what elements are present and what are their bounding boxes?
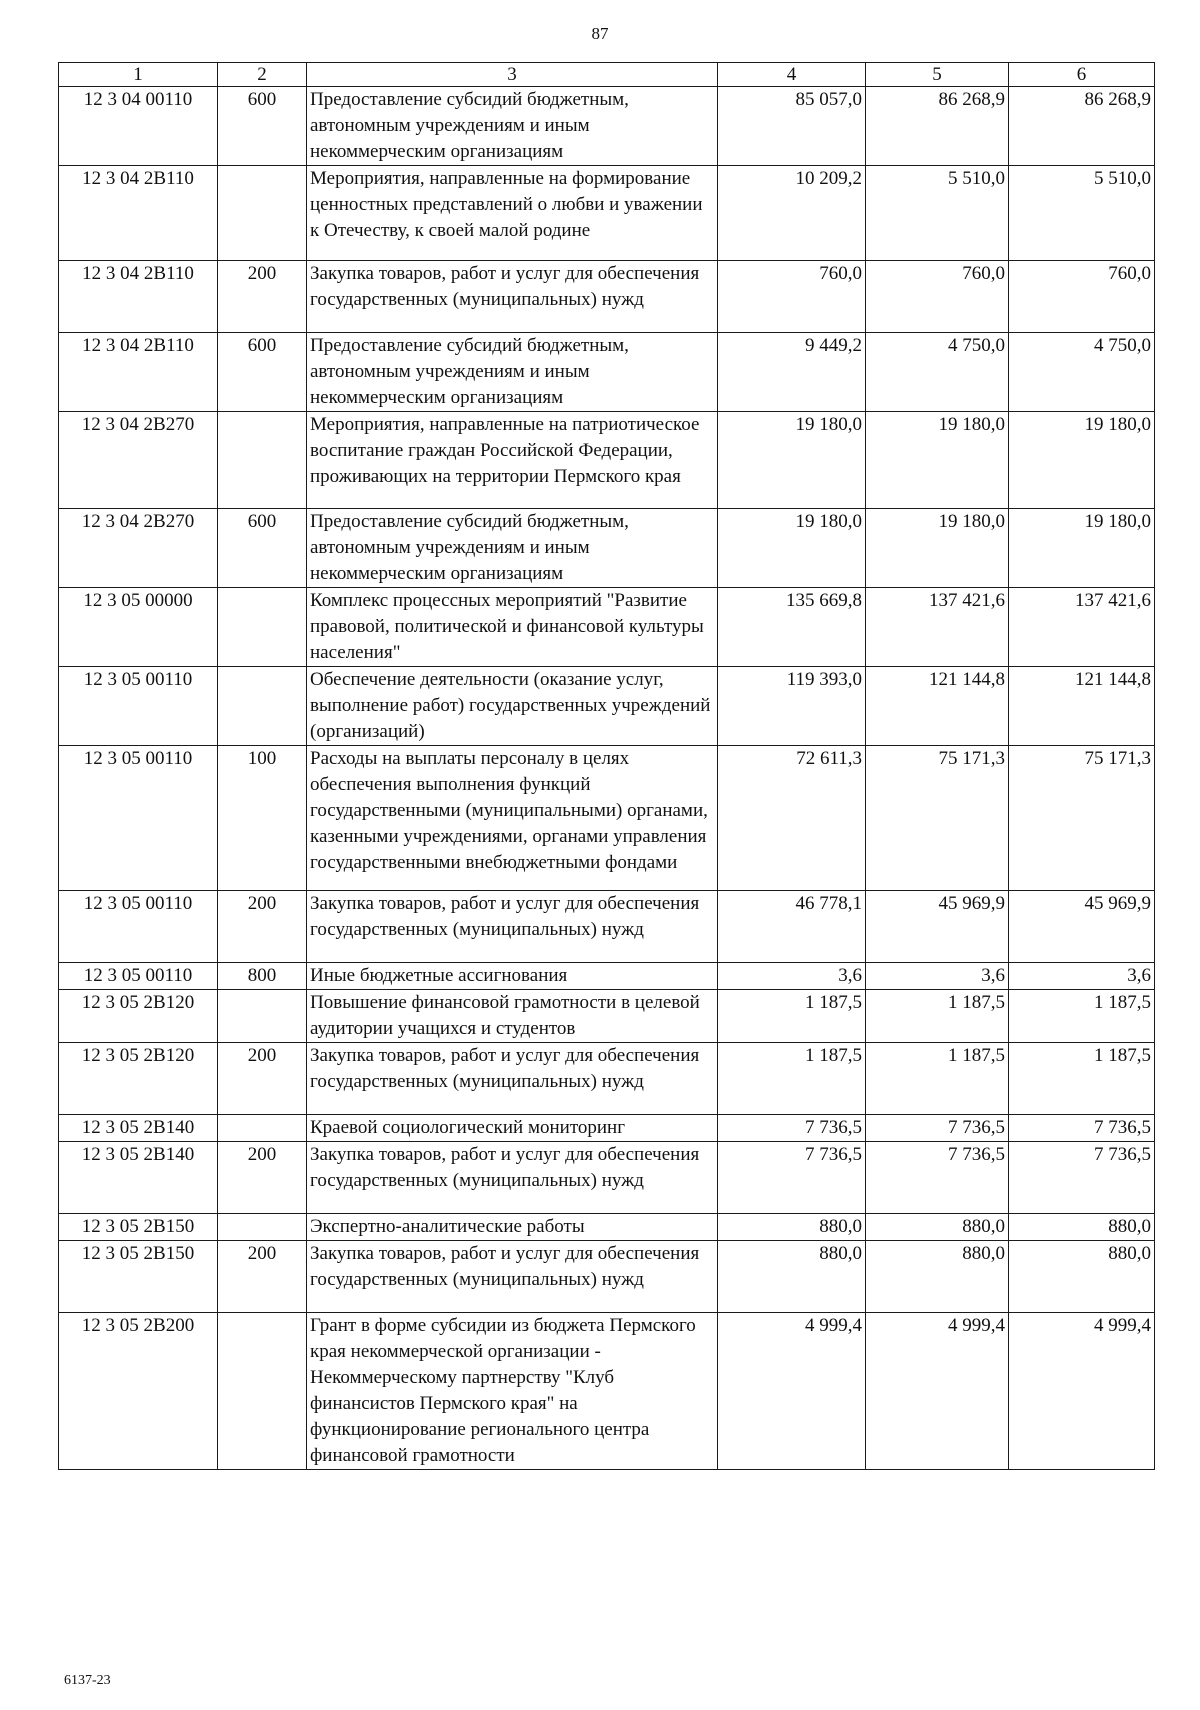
row-expense-type: 600 [218, 87, 307, 166]
table-row [59, 990, 1155, 1043]
row-value-col4: 10 209,2 [718, 166, 866, 261]
row-value-col6: 7 736,5 [1009, 1142, 1155, 1214]
row-value-col5: 1 187,5 [866, 1043, 1009, 1115]
table-row [59, 166, 1155, 261]
row-value-col6: 4 999,4 [1009, 1313, 1155, 1470]
row-value-col5: 4 999,4 [866, 1313, 1009, 1470]
row-value-col5: 45 969,9 [866, 891, 1009, 963]
row-code: 12 3 05 00110 [59, 746, 218, 891]
row-code: 12 3 04 2В110 [59, 166, 218, 261]
table-row [59, 1313, 1155, 1470]
row-expense-type: 600 [218, 509, 307, 588]
table-row [59, 891, 1155, 963]
row-value-col6: 3,6 [1009, 963, 1155, 990]
row-expense-type: 200 [218, 1043, 307, 1115]
row-value-col4: 760,0 [718, 261, 866, 333]
row-value-col5: 880,0 [866, 1214, 1009, 1241]
header-col-4: 4 [718, 63, 866, 87]
header-col-3: 3 [307, 63, 718, 87]
row-code: 12 3 05 00110 [59, 667, 218, 746]
row-value-col4: 1 187,5 [718, 990, 866, 1043]
row-value-col6: 1 187,5 [1009, 990, 1155, 1043]
row-expense-type [218, 990, 307, 1043]
row-expense-type: 600 [218, 333, 307, 412]
row-code: 12 3 04 2В270 [59, 412, 218, 509]
row-value-col4: 7 736,5 [718, 1142, 866, 1214]
row-value-col6: 5 510,0 [1009, 166, 1155, 261]
row-code: 12 3 05 00000 [59, 588, 218, 667]
table-row [59, 261, 1155, 333]
row-value-col5: 7 736,5 [866, 1115, 1009, 1142]
row-value-col4: 119 393,0 [718, 667, 866, 746]
row-code: 12 3 05 2В140 [59, 1115, 218, 1142]
table-row [59, 412, 1155, 509]
row-value-col4: 9 449,2 [718, 333, 866, 412]
row-value-col5: 19 180,0 [866, 412, 1009, 509]
row-value-col4: 19 180,0 [718, 509, 866, 588]
row-value-col4: 72 611,3 [718, 746, 866, 891]
row-expense-type: 200 [218, 891, 307, 963]
row-value-col6: 45 969,9 [1009, 891, 1155, 963]
row-value-col6: 19 180,0 [1009, 412, 1155, 509]
row-name: Закупка товаров, работ и услуг для обеспечения государственных (муниципальных) нужд [307, 1142, 718, 1214]
row-value-col4: 880,0 [718, 1241, 866, 1313]
row-value-col4: 85 057,0 [718, 87, 866, 166]
row-name: Закупка товаров, работ и услуг для обеспечения государственных (муниципальных) нужд [307, 1043, 718, 1115]
row-value-col4: 46 778,1 [718, 891, 866, 963]
row-code: 12 3 05 2В120 [59, 1043, 218, 1115]
row-name: Повышение финансовой грамотности в целевой аудитории учащихся и студентов [307, 990, 718, 1043]
table-row [59, 1115, 1155, 1142]
row-value-col4: 4 999,4 [718, 1313, 866, 1470]
row-name: Закупка товаров, работ и услуг для обеспечения государственных (муниципальных) нужд [307, 891, 718, 963]
row-value-col6: 75 171,3 [1009, 746, 1155, 891]
header-col-6: 6 [1009, 63, 1155, 87]
row-name: Грант в форме субсидии из бюджета Пермского края некоммерческой организации - Некоммерческому партнерству "Клуб финансистов Пермского края" на функционирование регионального центра финансовой грамотности [307, 1313, 718, 1470]
row-code: 12 3 05 2В140 [59, 1142, 218, 1214]
header-col-2: 2 [218, 63, 307, 87]
row-value-col5: 121 144,8 [866, 667, 1009, 746]
table-row [59, 667, 1155, 746]
row-expense-type [218, 1214, 307, 1241]
table-row [59, 1241, 1155, 1313]
row-value-col5: 1 187,5 [866, 990, 1009, 1043]
table-row [59, 87, 1155, 166]
row-value-col6: 7 736,5 [1009, 1115, 1155, 1142]
row-value-col5: 86 268,9 [866, 87, 1009, 166]
table-row [59, 333, 1155, 412]
table-row [59, 1043, 1155, 1115]
row-name: Закупка товаров, работ и услуг для обеспечения государственных (муниципальных) нужд [307, 1241, 718, 1313]
row-name: Расходы на выплаты персоналу в целях обеспечения выполнения функций государственными (муниципальными) органами, казенными учреждениями, органами управления государственными внебюджетными фондами [307, 746, 718, 891]
row-expense-type: 800 [218, 963, 307, 990]
header-row [59, 63, 1155, 87]
row-value-col5: 4 750,0 [866, 333, 1009, 412]
row-value-col4: 880,0 [718, 1214, 866, 1241]
row-name: Предоставление субсидий бюджетным, автономным учреждениям и иным некоммерческим организациям [307, 509, 718, 588]
row-expense-type: 200 [218, 1241, 307, 1313]
row-value-col5: 5 510,0 [866, 166, 1009, 261]
row-name: Закупка товаров, работ и услуг для обеспечения государственных (муниципальных) нужд [307, 261, 718, 333]
row-code: 12 3 05 2В150 [59, 1214, 218, 1241]
row-value-col5: 19 180,0 [866, 509, 1009, 588]
row-code: 12 3 05 2В120 [59, 990, 218, 1043]
row-name: Экспертно-аналитические работы [307, 1214, 718, 1241]
row-value-col6: 880,0 [1009, 1214, 1155, 1241]
row-value-col6: 880,0 [1009, 1241, 1155, 1313]
table-body [59, 87, 1155, 1470]
row-name: Предоставление субсидий бюджетным, автономным учреждениям и иным некоммерческим организациям [307, 87, 718, 166]
table-row [59, 1214, 1155, 1241]
row-code: 12 3 05 2В150 [59, 1241, 218, 1313]
row-value-col5: 880,0 [866, 1241, 1009, 1313]
row-value-col4: 1 187,5 [718, 1043, 866, 1115]
row-expense-type [218, 588, 307, 667]
row-value-col6: 1 187,5 [1009, 1043, 1155, 1115]
row-expense-type [218, 667, 307, 746]
row-expense-type [218, 412, 307, 509]
row-value-col5: 3,6 [866, 963, 1009, 990]
row-value-col6: 760,0 [1009, 261, 1155, 333]
row-expense-type [218, 166, 307, 261]
row-name: Краевой социологический мониторинг [307, 1115, 718, 1142]
header-col-1: 1 [59, 63, 218, 87]
row-value-col6: 4 750,0 [1009, 333, 1155, 412]
row-name: Комплекс процессных мероприятий "Развитие правовой, политической и финансовой культуры населения" [307, 588, 718, 667]
row-expense-type: 200 [218, 1142, 307, 1214]
row-value-col6: 137 421,6 [1009, 588, 1155, 667]
row-code: 12 3 04 2В270 [59, 509, 218, 588]
row-code: 12 3 05 2В200 [59, 1313, 218, 1470]
row-value-col6: 121 144,8 [1009, 667, 1155, 746]
row-value-col4: 7 736,5 [718, 1115, 866, 1142]
row-code: 12 3 04 00110 [59, 87, 218, 166]
row-value-col4: 19 180,0 [718, 412, 866, 509]
row-value-col4: 3,6 [718, 963, 866, 990]
row-name: Иные бюджетные ассигнования [307, 963, 718, 990]
row-value-col6: 19 180,0 [1009, 509, 1155, 588]
row-value-col6: 86 268,9 [1009, 87, 1155, 166]
row-name: Обеспечение деятельности (оказание услуг, выполнение работ) государственных учреждений (организаций) [307, 667, 718, 746]
row-name: Мероприятия, направленные на патриотическое воспитание граждан Российской Федерации, проживающих на территории Пермского края [307, 412, 718, 509]
row-expense-type: 100 [218, 746, 307, 891]
row-value-col5: 760,0 [866, 261, 1009, 333]
row-expense-type [218, 1313, 307, 1470]
table-row [59, 509, 1155, 588]
row-code: 12 3 04 2В110 [59, 333, 218, 412]
row-expense-type [218, 1115, 307, 1142]
document-code: 6137-23 [64, 1673, 111, 1688]
table-row [59, 588, 1155, 667]
row-value-col4: 135 669,8 [718, 588, 866, 667]
row-name: Предоставление субсидий бюджетным, автономным учреждениям и иным некоммерческим организациям [307, 333, 718, 412]
page-number: 87 [591, 24, 609, 43]
table-row [59, 746, 1155, 891]
table-row [59, 963, 1155, 990]
row-expense-type: 200 [218, 261, 307, 333]
row-name: Мероприятия, направленные на формирование ценностных представлений о любви и уважении к Отечеству, к своей малой родине [307, 166, 718, 261]
row-value-col5: 137 421,6 [866, 588, 1009, 667]
row-code: 12 3 04 2В110 [59, 261, 218, 333]
table-header [59, 63, 1155, 87]
budget-table [58, 62, 1155, 1470]
row-code: 12 3 05 00110 [59, 891, 218, 963]
row-value-col5: 7 736,5 [866, 1142, 1009, 1214]
row-value-col5: 75 171,3 [866, 746, 1009, 891]
row-code: 12 3 05 00110 [59, 963, 218, 990]
header-col-5: 5 [866, 63, 1009, 87]
table-row [59, 1142, 1155, 1214]
